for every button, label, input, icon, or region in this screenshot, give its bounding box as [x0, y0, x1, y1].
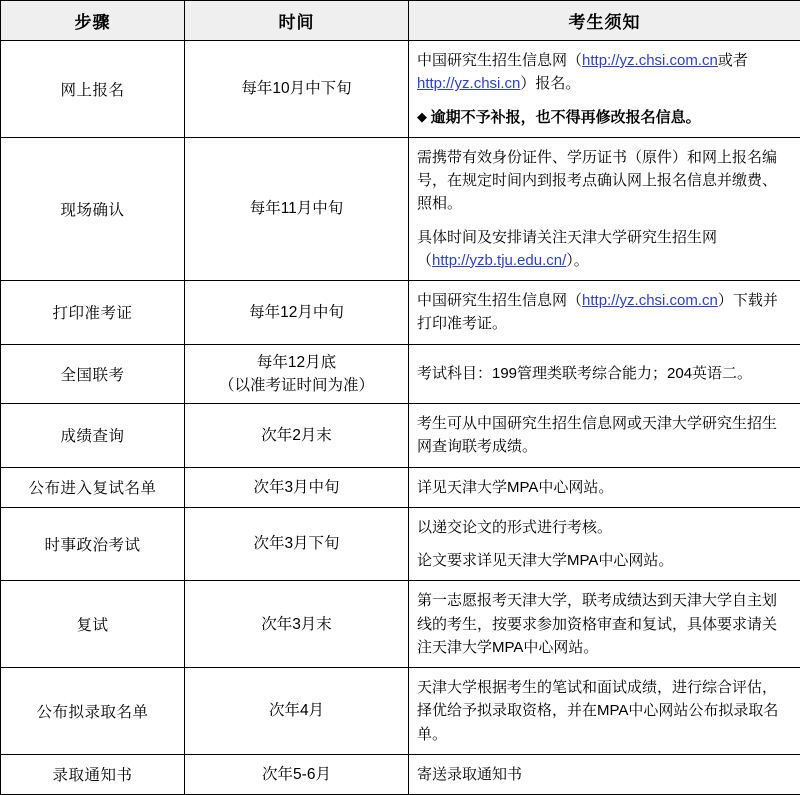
table-row: [1, 404, 800, 468]
column-header-time: 时间: [185, 1, 409, 41]
cell-time: 每年12月中旬: [185, 281, 409, 345]
cell-time: 每年12月底 （以准考证时间为准）: [185, 344, 409, 404]
notice-text: 中国研究生招生信息网（: [417, 52, 582, 69]
notice-text: ）报名。: [520, 75, 580, 92]
cell-notice: [409, 467, 800, 507]
cell-notice: [409, 668, 800, 755]
cell-step: 时事政治考试: [1, 507, 185, 581]
notice-text: 中国研究生招生信息网（: [417, 292, 582, 309]
notice-paragraph: [417, 589, 790, 659]
emphasis-text: 逾期不予补报，也不得再修改报名信息。: [431, 109, 701, 126]
cell-notice: [409, 404, 800, 468]
notice-paragraph: [417, 106, 790, 129]
notice-paragraph: [417, 226, 790, 273]
notice-text: 第一志愿报考天津大学，联考成绩达到天津大学自主划线的考生，按要求参加资格审查和复试，具体要求请关注天津大学MPA中心网站。: [417, 592, 777, 656]
external-link[interactable]: http://yzb.tju.edu.cn/: [432, 252, 566, 269]
cell-notice: [409, 281, 800, 345]
notice-text: 详见天津大学MPA中心网站。: [417, 479, 613, 496]
notice-text: ）。: [566, 252, 589, 269]
cell-step: 公布进入复试名单: [1, 467, 185, 507]
cell-time: 次年2月末: [185, 404, 409, 468]
cell-step: 现场确认: [1, 137, 185, 280]
cell-notice: [409, 41, 800, 138]
cell-step: 打印准考证: [1, 281, 185, 345]
cell-time: 次年3月下旬: [185, 507, 409, 581]
notice-paragraph: [417, 146, 790, 216]
table-body: [1, 41, 800, 795]
cell-notice: [409, 137, 800, 280]
notice-paragraph: [417, 476, 790, 499]
column-header-step: 步骤: [1, 1, 185, 41]
cell-time: 每年10月中下旬: [185, 41, 409, 138]
notice-paragraph: [417, 763, 790, 786]
notice-text: 论文要求详见天津大学MPA中心网站。: [417, 552, 673, 569]
notice-text: 以递交论文的形式进行考核。: [417, 519, 612, 536]
notice-text: 寄送录取通知书: [417, 766, 522, 783]
external-link[interactable]: http://yz.chsi.cn: [417, 75, 520, 92]
notice-paragraph: [417, 516, 790, 539]
external-link[interactable]: http://yz.chsi.com.cn: [582, 52, 718, 69]
cell-step: 复试: [1, 581, 185, 668]
notice-paragraph: [417, 549, 790, 572]
notice-paragraph: [417, 412, 790, 459]
notice-text: 需携带有效身份证件、学历证书（原件）和网上报名编号，在规定时间内到报考点确认网上报名信息并缴费、照相。: [417, 149, 777, 213]
table-header: [1, 1, 800, 41]
cell-time: 每年11月中旬: [185, 137, 409, 280]
notice-text: 具体时间及安排请关注天津大学研究生招生网（: [417, 229, 717, 269]
cell-time: 次年3月中旬: [185, 467, 409, 507]
cell-step: 成绩查询: [1, 404, 185, 468]
notice-text: 或者: [718, 52, 748, 69]
notice-paragraph: [417, 676, 790, 746]
table-row: [1, 754, 800, 794]
diamond-bullet-icon: ◆: [417, 109, 431, 124]
notice-text: 天津大学根据考生的笔试和面试成绩，进行综合评估，择优给予拟录取资格，并在MPA中心网站公布拟录取名单。: [417, 679, 778, 743]
table-row: [1, 344, 800, 404]
table-row: [1, 281, 800, 345]
notice-paragraph: [417, 362, 790, 385]
notice-text: ）下载并打印准考证。: [417, 292, 778, 332]
table-row: [1, 581, 800, 668]
cell-step: 公布拟录取名单: [1, 668, 185, 755]
cell-notice: [409, 581, 800, 668]
table-row: [1, 467, 800, 507]
notice-text: 考生可从中国研究生招生信息网或天津大学研究生招生网查询联考成绩。: [417, 415, 777, 455]
notice-paragraph: [417, 289, 790, 336]
notice-paragraph: [417, 49, 790, 96]
cell-time: 次年3月末: [185, 581, 409, 668]
cell-notice: [409, 507, 800, 581]
cell-time: 次年5-6月: [185, 754, 409, 794]
table-row: [1, 668, 800, 755]
notice-text: 考试科目：199管理类联考综合能力；204英语二。: [417, 365, 752, 382]
table-header-row: [1, 1, 800, 41]
cell-step: 全国联考: [1, 344, 185, 404]
cell-time: 次年4月: [185, 668, 409, 755]
cell-step: 网上报名: [1, 41, 185, 138]
table-row: [1, 137, 800, 280]
cell-notice: [409, 754, 800, 794]
table-row: [1, 507, 800, 581]
cell-step: 录取通知书: [1, 754, 185, 794]
cell-notice: [409, 344, 800, 404]
table-row: [1, 41, 800, 138]
column-header-notice: 考生须知: [409, 1, 800, 41]
external-link[interactable]: http://yz.chsi.com.cn: [582, 292, 718, 309]
